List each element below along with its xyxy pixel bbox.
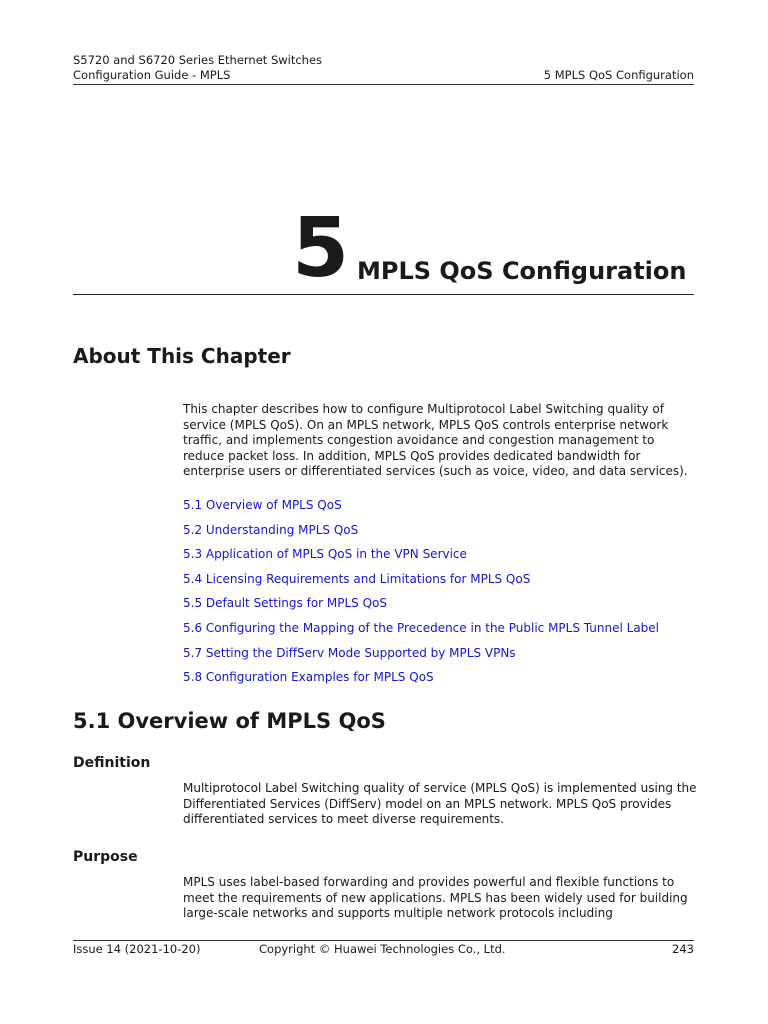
toc-item[interactable] (183, 522, 659, 547)
toc-link-5-8[interactable]: 5.8 Configuration Examples for MPLS QoS (183, 670, 434, 685)
about-paragraph: This chapter describes how to configure Multiprotocol Label Switching quality of service (MPLS QoS). On an MPLS network, MPLS QoS controls enterprise network traffic, and implements congestion avoidance and congestion management to reduce packet loss. In addition, MPLS QoS provides dedicated bandwidth for enterprise users or differentiated services (such as voice, video, and data services). (183, 402, 688, 478)
page-footer (73, 942, 694, 957)
toc-link-5-4[interactable]: 5.4 Licensing Requirements and Limitations for MPLS QoS (183, 571, 531, 586)
footer-divider (73, 940, 694, 941)
page-header (73, 53, 694, 83)
chapter-number: 5 (291, 201, 348, 296)
footer-copyright: Copyright © Huawei Technologies Co., Ltd. (259, 942, 506, 956)
purpose-paragraph: MPLS uses label-based forwarding and provides powerful and flexible functions to meet the requirements of new applications. MPLS has been widely used for building large-scale networks and supports multiple network protocols including (183, 875, 688, 920)
toc-item[interactable] (183, 571, 659, 596)
footer-issue: Issue 14 (2021-10-20) (73, 942, 201, 956)
chapter-toc (183, 497, 659, 694)
page-number: 243 (672, 942, 694, 956)
toc-item[interactable] (183, 595, 659, 620)
purpose-heading: Purpose (73, 849, 138, 865)
toc-link-5-3[interactable]: 5.3 Application of MPLS QoS in the VPN Service (183, 547, 467, 562)
toc-item[interactable] (183, 546, 659, 571)
section-5-1-heading: 5.1 Overview of MPLS QoS (73, 709, 386, 733)
toc-link-5-1[interactable]: 5.1 Overview of MPLS QoS (183, 498, 342, 512)
header-product: S5720 and S6720 Series Ethernet Switches (73, 53, 323, 67)
toc-link-5-7[interactable]: 5.7 Setting the DiffServ Mode Supported by MPLS VPNs (183, 645, 516, 660)
header-chapter-ref: 5 MPLS QoS Configuration (543, 68, 694, 82)
toc-link-5-6[interactable]: 5.6 Configuring the Mapping of the Precedence in the Public MPLS Tunnel Label (183, 620, 660, 635)
chapter-divider (73, 294, 694, 295)
toc-item[interactable] (183, 645, 659, 670)
toc-item[interactable] (183, 497, 659, 522)
header-guide: Configuration Guide - MPLS (73, 68, 231, 82)
toc-link-5-2[interactable]: 5.2 Understanding MPLS QoS (183, 522, 359, 537)
toc-item[interactable] (183, 620, 659, 645)
chapter-title: MPLS QoS Configuration (357, 257, 687, 285)
toc-link-5-5[interactable]: 5.5 Default Settings for MPLS QoS (183, 596, 388, 611)
definition-heading: Definition (73, 755, 151, 771)
toc-item[interactable] (183, 669, 659, 694)
definition-paragraph: Multiprotocol Label Switching quality of service (MPLS QoS) is implemented using the Differentiated Services (DiffServ) model on an MPLS network. MPLS QoS provides differentiated services to meet diverse requirements. (183, 781, 697, 826)
about-heading: About This Chapter (73, 344, 291, 368)
header-divider (73, 84, 694, 85)
